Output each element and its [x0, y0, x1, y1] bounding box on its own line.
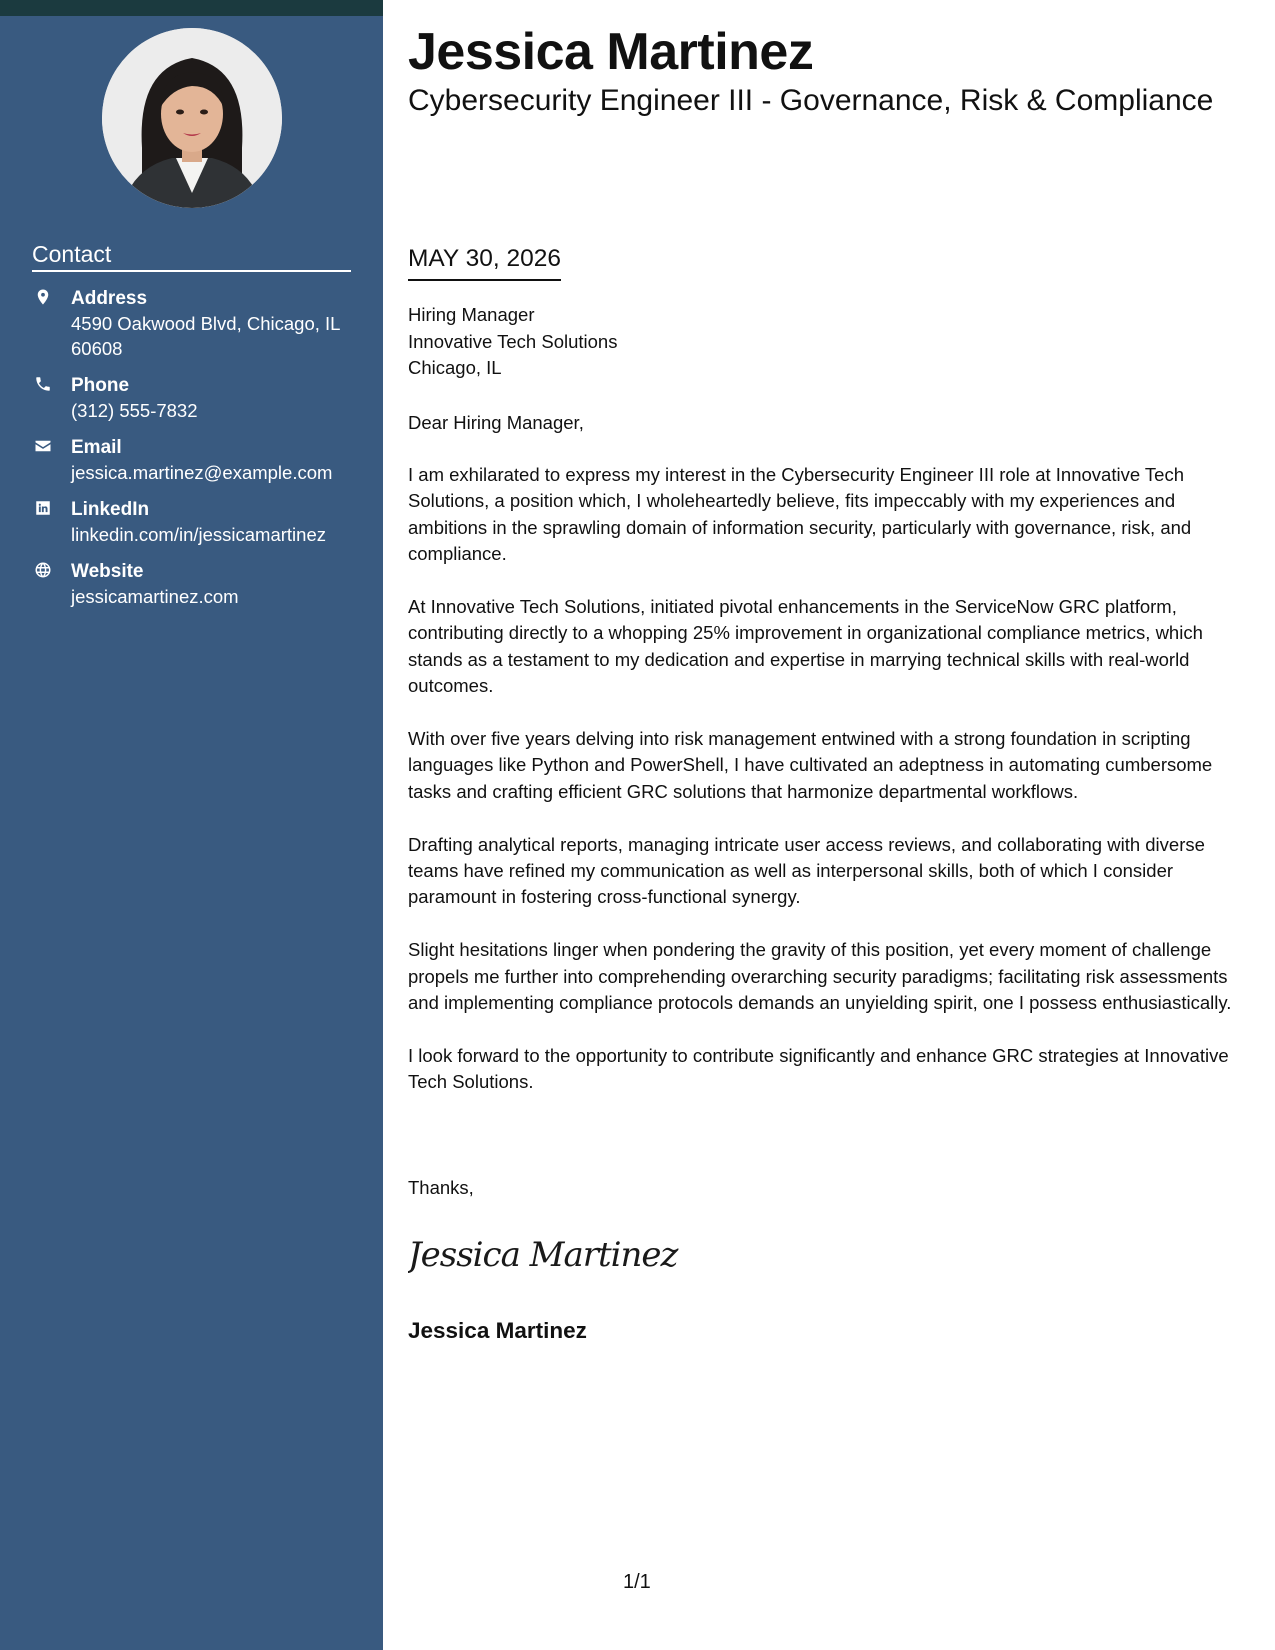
closing: Thanks,: [408, 1177, 474, 1198]
profile-photo-illustration: [102, 28, 282, 208]
location-pin-icon: [34, 288, 52, 306]
contact-list: [32, 286, 362, 621]
body-paragraph: With over five years delving into risk management entwined with a strong foundation in scripting languages like Python and PowerShell, I have cultivated an adeptness in automating cumbersome tasks and crafting efficient GRC solutions that harmonize departmental workflows.: [408, 728, 1213, 802]
email-link[interactable]: jessica.martinez@example.com: [71, 462, 333, 483]
signature-name: Jessica Martinez: [408, 1318, 587, 1343]
globe-icon: [34, 561, 52, 579]
profile-photo: [102, 28, 282, 208]
contact-label: LinkedIn: [71, 499, 150, 520]
contact-phone: [32, 373, 362, 423]
contact-website: [32, 559, 362, 609]
body-paragraph: Slight hesitations linger when pondering the gravity of this position, yet every moment of challenge propels me further into comprehending overarching security paradigms; facilitating risk assessments and implementing compliance protocols demands an unyielding spirit, one I possess enthusiastically.: [408, 939, 1232, 1014]
body-paragraph: At Innovative Tech Solutions, initiated pivotal enhancements in the ServiceNow GRC platform, contributing directly to a whopping 25% improvement in organizational compliance metrics, which stands as a testament to my dedication and expertise in marrying technical skills with real-world outcomes.: [408, 596, 1203, 697]
envelope-icon: [34, 437, 52, 455]
recipient-line: Chicago, IL: [408, 357, 502, 378]
contact-linkedin: [32, 497, 362, 547]
body-paragraph: I look forward to the opportunity to contribute significantly and enhance GRC strategies at Innovative Tech Solutions.: [408, 1044, 1229, 1093]
contact-heading: Contact: [32, 241, 351, 272]
recipient-line: Innovative Tech Solutions: [408, 330, 618, 352]
body-paragraph: Drafting analytical reports, managing intricate user access reviews, and collaborating with diverse teams have refined my communication as well as interpersonal skills, both of which I consider paramount in fostering cross-functional synergy.: [408, 833, 1205, 908]
page-number: 1/1: [623, 1571, 651, 1593]
svg-text:Jessica Martinez: Jessica Martinez: [408, 1235, 678, 1275]
phone-icon: [34, 375, 52, 393]
contact-label: Phone: [71, 375, 130, 396]
letter-body: [408, 462, 1253, 1122]
job-title: Cybersecurity Engineer III - Governance, Risk & Compliance: [408, 84, 1214, 117]
linkedin-link[interactable]: linkedin.com/in/jessicamartinez: [71, 524, 326, 545]
contact-label: Address: [71, 288, 148, 309]
address-value: 4590 Oakwood Blvd, Chicago, IL 60608: [71, 313, 340, 359]
applicant-name: Jessica Martinez: [408, 23, 814, 81]
sidebar: [0, 16, 383, 1650]
handwritten-signature: [408, 1228, 683, 1280]
recipient-block: [408, 302, 617, 382]
contact-label: Email: [71, 437, 122, 458]
top-accent-bar: [0, 0, 383, 16]
letter-date: MAY 30, 2026: [408, 244, 561, 281]
contact-address: [32, 286, 362, 361]
recipient-line: Hiring Manager: [408, 304, 535, 325]
website-link[interactable]: jessicamartinez.com: [71, 586, 239, 607]
phone-value: (312) 555-7832: [71, 400, 198, 421]
body-paragraph: I am exhilarated to express my interest in the Cybersecurity Engineer III role at Innovative Tech Solutions, a position which, I wholeheartedly believe, fits impeccably with my experiences and ambitions in the sprawling domain of information security, particularly with governance, risk, and compliance.: [408, 464, 1192, 565]
contact-label: Website: [71, 561, 144, 582]
contact-email: [32, 435, 362, 485]
greeting: Dear Hiring Manager,: [408, 412, 584, 433]
linkedin-icon: [34, 499, 52, 517]
